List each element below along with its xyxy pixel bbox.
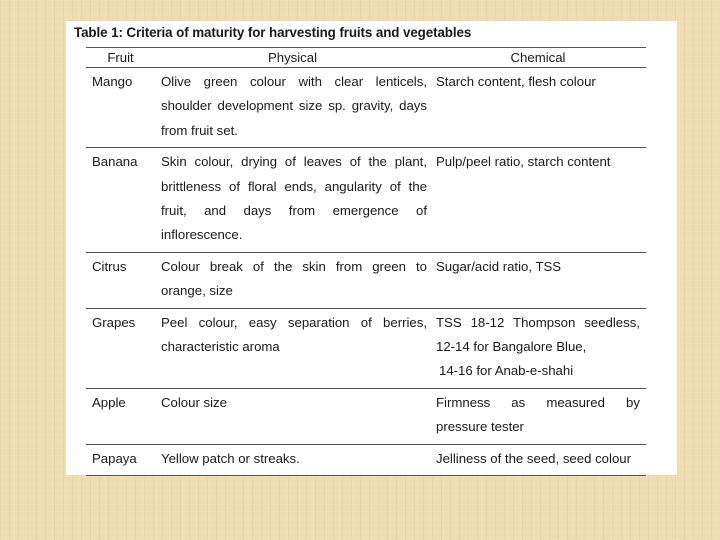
chemical-cell bbox=[430, 388, 646, 444]
table-row bbox=[86, 308, 646, 388]
chemical-text: Pulp/peel ratio, starch content bbox=[436, 154, 611, 170]
header-physical: Physical bbox=[155, 48, 430, 68]
table-header-row bbox=[86, 48, 646, 68]
chemical-text: Sugar/acid ratio, TSS bbox=[436, 258, 562, 274]
physical-cell: Yellow patch or streaks. bbox=[155, 444, 430, 475]
fruit-cell: Citrus bbox=[86, 252, 155, 308]
header-chemical: Chemical bbox=[430, 48, 646, 68]
fruit-cell: Papaya bbox=[86, 444, 155, 475]
fruit-cell: Grapes bbox=[86, 308, 155, 388]
table-row bbox=[86, 148, 646, 253]
chemical-text: TSS 18-12 Thompson seedless, 12-14 for Bangalore Blue, bbox=[436, 314, 640, 355]
fruit-cell: Apple bbox=[86, 388, 155, 444]
physical-cell: Olive green colour with clear lenticels, shoulder development size sp. gravity, days from fruit set. bbox=[155, 68, 430, 148]
chemical-cell bbox=[430, 68, 646, 148]
maturity-criteria-table bbox=[86, 47, 646, 476]
table-row bbox=[86, 444, 646, 475]
header-fruit: Fruit bbox=[86, 48, 155, 68]
chemical-text: Jelliness of the seed, seed colour bbox=[436, 450, 631, 466]
slide-content bbox=[66, 21, 677, 475]
table-row bbox=[86, 252, 646, 308]
physical-cell: Peel colour, easy separation of berries, characteristic aroma bbox=[155, 308, 430, 388]
table-row bbox=[86, 68, 646, 148]
fruit-cell: Banana bbox=[86, 148, 155, 253]
fruit-cell: Mango bbox=[86, 68, 155, 148]
table-row bbox=[86, 388, 646, 444]
physical-cell: Colour break of the skin from green to orange, size bbox=[155, 252, 430, 308]
physical-cell: Colour size bbox=[155, 388, 430, 444]
physical-cell: Skin colour, drying of leaves of the plant, brittleness of floral ends, angularity of the fruit, and days from emergence of inflorescence. bbox=[155, 148, 430, 253]
table-caption: Table 1: Criteria of maturity for harvesting fruits and vegetables bbox=[74, 25, 472, 40]
chemical-cell bbox=[430, 252, 646, 308]
chemical-cell bbox=[430, 308, 646, 388]
chemical-text: Starch content, flesh colour bbox=[436, 74, 596, 89]
chemical-cell bbox=[430, 444, 646, 475]
chemical-text: 14-16 for Anab-e-shahi bbox=[439, 363, 574, 379]
chemical-text: Firmness as measured by pressure tester bbox=[436, 394, 640, 435]
chemical-cell bbox=[430, 148, 646, 253]
